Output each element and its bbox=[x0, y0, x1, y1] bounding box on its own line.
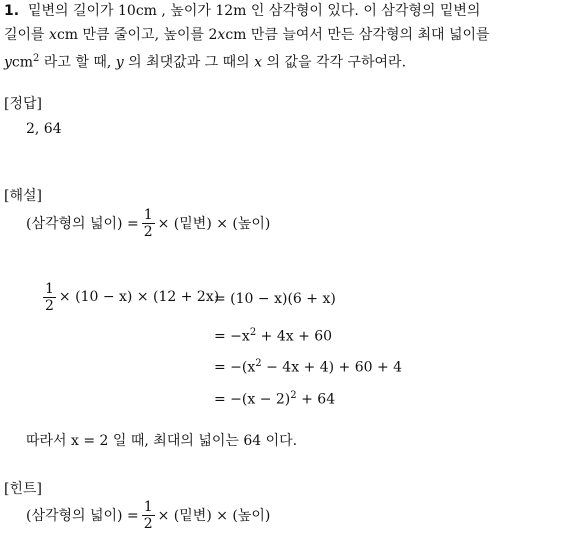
solution-label: [해설] bbox=[4, 188, 42, 204]
fraction-one-half bbox=[43, 281, 56, 314]
eq2-part-a: = −x bbox=[214, 328, 250, 345]
var-x: x bbox=[217, 27, 226, 43]
exponent: 2 bbox=[249, 327, 257, 338]
var-y: y bbox=[115, 54, 124, 71]
var-y: y bbox=[4, 54, 12, 71]
exponent: 2 bbox=[33, 53, 40, 64]
unit-cm: cm bbox=[11, 54, 34, 71]
problem-text-2b: cm 만큼 줄이고, 높이를 2 bbox=[56, 27, 218, 43]
equation-line-3 bbox=[214, 353, 402, 379]
eq3-part-b: − 4x + 4) + 60 + 4 bbox=[261, 359, 403, 376]
eq2-part-b: + 4x + 60 bbox=[256, 328, 333, 345]
fraction-denominator: 2 bbox=[45, 297, 54, 314]
problem-text-3a: 라고 할 때, bbox=[39, 54, 116, 71]
fraction-denominator: 2 bbox=[143, 223, 153, 240]
problem-text-2a: 길이를 bbox=[4, 27, 50, 43]
problem-line-3 bbox=[4, 48, 406, 74]
equation-line-2 bbox=[214, 322, 332, 348]
formula-left: (삼각형의 넓이) = bbox=[26, 508, 139, 524]
eq4-part-b: + 64 bbox=[296, 391, 336, 408]
problem-number: 1. bbox=[4, 3, 20, 19]
eq4-part-a: = −(x − 2) bbox=[214, 391, 291, 408]
var-x: x bbox=[254, 54, 263, 71]
exponent: 2 bbox=[290, 390, 297, 401]
var-x: x bbox=[49, 27, 57, 43]
problem-text-1: 밑변의 길이가 10cm , 높이가 12m 인 삼각형이 있다. 이 삼각형의 밑변의 bbox=[27, 3, 481, 19]
equation-line-1-lhs bbox=[40, 278, 219, 316]
fraction-one-half bbox=[142, 207, 155, 240]
fraction-numerator: 1 bbox=[143, 206, 153, 223]
formula-right: × (밑변) × (높이) bbox=[157, 216, 271, 232]
problem-text-3c: 의 값을 각각 구하여라. bbox=[262, 54, 407, 71]
solution-conclusion: 따라서 x = 2 일 때, 최대의 넓이는 64 이다. bbox=[26, 433, 298, 449]
hint-label: [힌트] bbox=[4, 481, 42, 497]
answer-label: [정답] bbox=[4, 96, 42, 112]
formula-left: (삼각형의 넓이) = bbox=[26, 216, 139, 232]
problem-line-2 bbox=[4, 24, 490, 46]
fraction-numerator: 1 bbox=[143, 498, 153, 515]
fraction-denominator: 2 bbox=[143, 515, 153, 532]
hint-formula bbox=[26, 497, 270, 533]
equation-lhs: × (10 − x) × (12 + 2x) bbox=[58, 289, 220, 305]
equation-line-1-rhs: = (10 − x)(6 + x) bbox=[214, 291, 336, 307]
fraction-numerator: 1 bbox=[45, 280, 54, 297]
eq3-part-a: = −(x bbox=[214, 359, 256, 376]
formula-right: × (밑변) × (높이) bbox=[157, 508, 271, 524]
problem-text-2c: cm 만큼 늘여서 만든 삼각형의 최대 넓이를 bbox=[225, 27, 490, 43]
solution-formula bbox=[26, 205, 270, 241]
exponent: 2 bbox=[255, 358, 262, 369]
problem-text-3b: 의 최댓값과 그 때의 bbox=[123, 54, 255, 71]
problem-line-1 bbox=[4, 0, 480, 22]
equation-line-4 bbox=[214, 385, 335, 411]
fraction-one-half bbox=[142, 499, 155, 532]
answer-value: 2, 64 bbox=[26, 121, 62, 137]
